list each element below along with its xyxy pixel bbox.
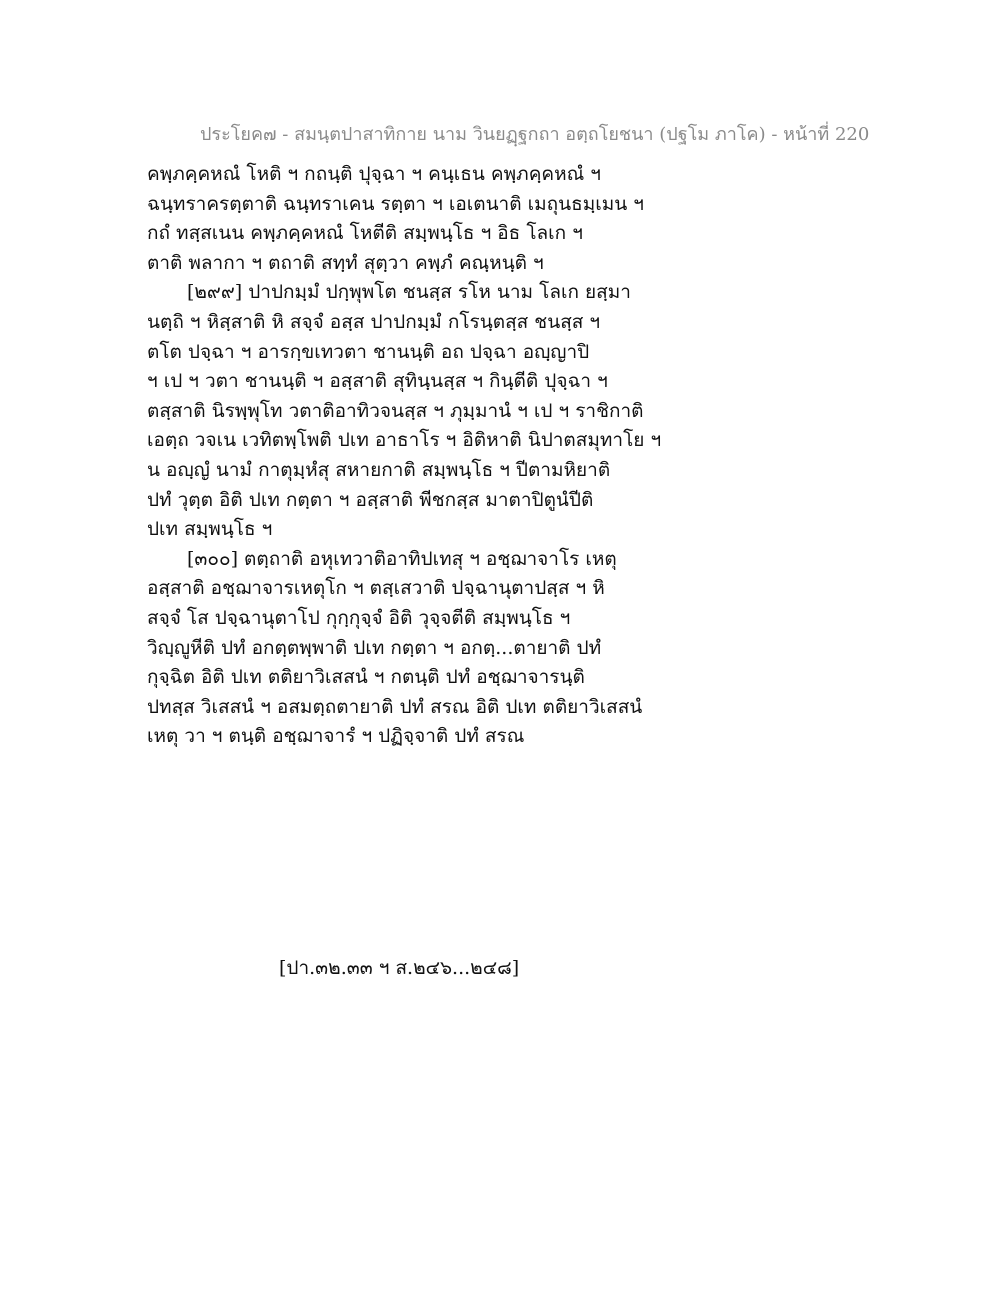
text-line: ปทสฺส วิเสสนํ ฯ อสมตฺถตายาติ ปทํ สรณ อิติ ปเท ตติยาวิเสสนํ (147, 695, 643, 718)
source-reference: [ปา.๓๒.๓๓ ฯ ส.๒๔๖...๒๔๘] (279, 957, 520, 979)
text-line: ปทํ วุตฺต อิติ ปเท กตฺตา ฯ อสฺสาติ พีชกสฺส มาตาปิตูนํปีติ (147, 488, 594, 511)
text-line: กุจฺฉิต อิติ ปเท ตติยาวิเสสนํ ฯ กตนฺติ ปทํ อชฺฌาจารนฺติ (147, 666, 585, 689)
text-line: คพฺภคฺคหณํ โหติ ฯ กถนฺติ ปุจฺฉา ฯ คนฺเธน คพฺภคฺคหณํ ฯ (147, 163, 601, 185)
text-line: นตฺถิ ฯ หิสฺสาติ หิ สจฺจํ อสฺส ปาปกมฺมํ กโรนฺตสฺส ชนสฺส ฯ (147, 310, 601, 333)
running-header: ประโยค๗ - สมนฺตปาสาทิกาย นาม วินยฏฺฐกถา อตฺถโยชนา (ปฐโม ภาโค) - หน้าที่ 220 (200, 124, 870, 145)
text-line: เหตุ วา ฯ ตนฺติ อชฺฌาจารํ ฯ ปฏิจฺจาติ ปทํ สรณ (147, 725, 525, 748)
text-line: สจฺจํ โส ปจฺฉานุตาโป กุกฺกุจฺจํ อิติ วุจฺจตีติ สมฺพนฺโธ ฯ (147, 606, 571, 629)
text-line: ตาติ พลากา ฯ ตถาติ สทฺทํ สุตฺวา คพฺภํ คณฺหนฺติ ฯ (147, 251, 544, 274)
text-line: ฉนฺทราครตฺตาติ ฉนฺทราเคน รตฺตา ฯ เอเตนาติ เมถุนธมฺเมน ฯ (147, 192, 644, 215)
text-line: เอตฺถ วจเน เวทิตพฺโพติ ปเท อาธาโร ฯ อิติหาติ นิปาตสมุทาโย ฯ (147, 429, 662, 452)
text-line: วิญฺญูหีติ ปทํ อกตฺตพฺพาติ ปเท กตฺตา ฯ อกตฺ...ตายาติ ปทํ (147, 636, 602, 659)
text-line: กถํ ทสฺสเนน คพฺภคฺคหณํ โหตีติ สมฺพนฺโธ ฯ อิธ โลเก ฯ (147, 222, 583, 245)
text-line: น อญฺญํ นามํ กาตุมฺหํสุ สหายกาติ สมฺพนฺโธ ฯ ปีตามหิยาติ (147, 458, 611, 481)
text-line: อสฺสาติ อชฺฌาจารเหตุโก ฯ ตสฺเสวาติ ปจฺฉานุตาปสฺส ฯ หิ (147, 577, 605, 600)
body-text (147, 160, 867, 752)
paragraph-start-300: [๓๐๐] ตตฺถาติ อหุเทวาติอาทิปเทสุ ฯ อชฺฌาจาโร เหตุ (187, 547, 617, 570)
text-line: ตโต ปจฺฉา ฯ อารกฺขเทวตา ชานนฺติ อถ ปจฺฉา อญฺญาปิ (147, 340, 590, 363)
text-line: ฯ เป ฯ วตา ชานนฺติ ฯ อสฺสาติ สุทินฺนสฺส ฯ กินฺตีติ ปุจฺฉา ฯ (147, 370, 608, 393)
paragraph-start-299: [๒๙๙] ปาปกมฺมํ ปกฺพุพโต ชนสฺส รโห นาม โลเก ยสฺมา (187, 281, 631, 304)
text-line: ตสฺสาติ นิรพฺพุโท วตาติอาทิวจนสฺส ฯ ภุมฺมานํ ฯ เป ฯ ราชิกาติ (147, 399, 644, 422)
text-line: ปเท สมฺพนฺโธ ฯ (147, 518, 273, 541)
